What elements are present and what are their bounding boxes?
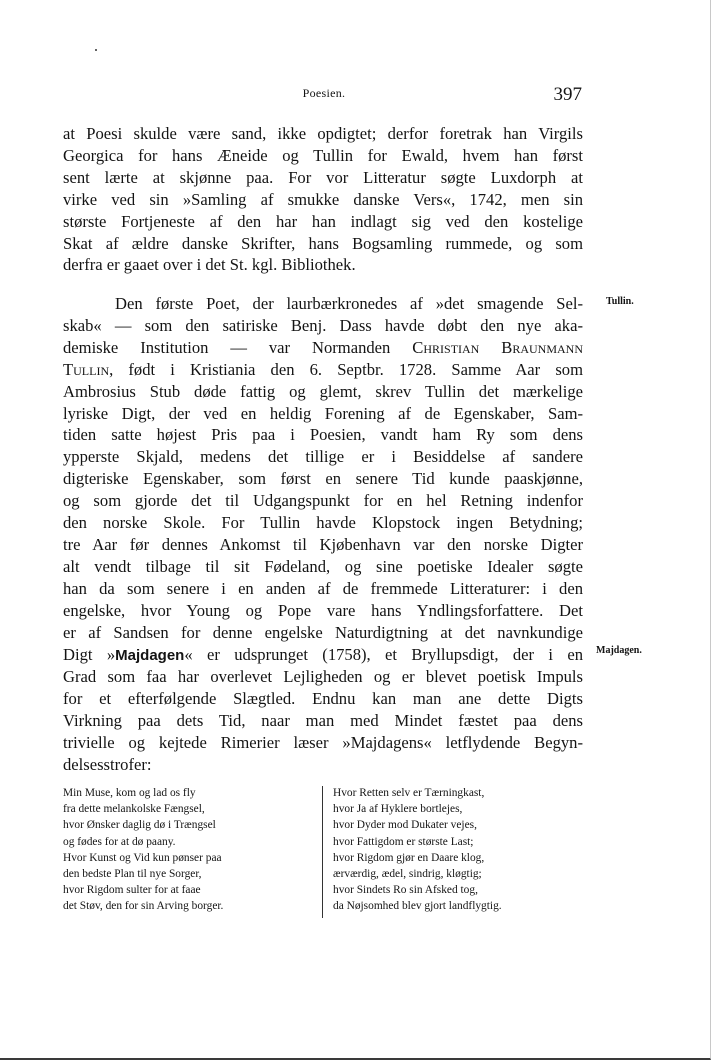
text-line: delsesstrofer:	[63, 755, 152, 775]
text-line: at Poesi skulde være sand, ikke opdigtet; derfor foretrak han Virgils	[63, 124, 583, 143]
margin-note-majdagen: Majdagen.	[596, 645, 642, 656]
author-surname: Tullin	[63, 359, 110, 379]
text-line: lyriske Digt, der ved en heldig Forening af de Egenskaber, Sam-	[63, 403, 583, 423]
verse-line: hvor Fattigdom er største Last;	[333, 835, 474, 848]
text-line: Den første Poet, der laurbærkronedes af »det smagende Sel-	[115, 294, 583, 313]
print-speck	[95, 49, 97, 51]
text-line: største Fortjeneste af den har han indlagt sig ved den kostelige	[63, 211, 583, 231]
verse-line: det Støv, den for sin Arving borger.	[63, 900, 224, 913]
verse-line: da Nøjsomhed blev gjort landflygtig.	[333, 900, 502, 913]
verse-line: hvor Sindets Ro sin Afsked tog,	[333, 884, 478, 897]
paragraph-1	[63, 123, 583, 276]
verse-line: hvor Rigdom sulter for at faae	[63, 884, 201, 897]
text-line: alt vendt tilbage til sit Fødeland, og sine poetiske Idealer søgte	[63, 556, 583, 576]
verse-line: hvor Ønsker daglig dø i Trængsel	[63, 819, 216, 832]
text-line: derfra er gaaet over i det St. kgl. Bibliothek.	[63, 255, 356, 275]
verse-line: hvor Rigdom gjør en Daare klog,	[333, 851, 485, 864]
verse-right-column	[333, 785, 502, 915]
page-number: 397	[553, 84, 582, 105]
text-line: tre Aar før dennes Ankomst til Kjøbenhavn var den norske Digter	[63, 534, 583, 554]
text-line: Skat af ældre danske Skrifter, hans Bogsamling rummede, og som	[63, 233, 583, 253]
text-line: sent lærte at skjønne paa. For vor Litteratur søgte Luxdorph at	[63, 167, 583, 187]
text-line: Digt »Majdagen« er udsprunget (1758), et Bryllupsdigt, der i en	[63, 644, 583, 664]
verse-line: hvor Ja af Hyklere bortlejes,	[333, 803, 463, 816]
text-line: trivielle og kejtede Rimerier læser »Majdagens« letflydende Begyn-	[63, 733, 583, 753]
verse-line: ærværdig, ædel, sindrig, kløgtig;	[333, 868, 482, 881]
running-header: Poesien.	[302, 86, 346, 100]
paragraph-2	[63, 293, 583, 776]
author-name: Christian Braunmann	[412, 337, 584, 357]
verse-divider	[322, 786, 323, 918]
verse-line: Hvor Retten selv er Tærningkast,	[333, 787, 485, 799]
text-line: tiden satte højest Pris paa i Poesien, vandt ham Ry som dens	[63, 425, 583, 445]
text-line: skab« — som den satiriske Benj. Dass havde døbt den nye aka-	[63, 315, 583, 335]
verse-line: den bedste Plan til nye Sorger,	[63, 868, 202, 881]
text-line: Tullin, født i Kristiania den 6. Septbr. 1728. Samme Aar som	[63, 359, 583, 379]
text-line: engelske, hvor Young og Pope vare hans Yndlingsforfattere. Det	[63, 600, 583, 620]
poem-title: Majdagen	[115, 646, 185, 664]
text-line: for et efterfølgende Slægtled. Endnu kan man ane dette Digts	[63, 689, 583, 709]
verse-line: fra dette melankolske Fængsel,	[63, 803, 205, 816]
verse-line: Hvor Kunst og Vid kun pønser paa	[63, 851, 222, 864]
verse-line: hvor Dyder mod Dukater vejes,	[333, 819, 477, 832]
text-line: virke ved sin »Samling af smukke danske Vers«, 1742, men sin	[63, 189, 583, 209]
text-line: er af Sandsen for denne engelske Naturdigtning at det navnkundige	[63, 622, 583, 642]
text-line: han da som senere i en anden af de fremmede Litteraturer: i den	[63, 578, 583, 598]
text-line: den norske Skole. For Tullin havde Klopstock ingen Betydning;	[63, 513, 583, 533]
text-line: Virkning paa dets Tid, naar man med Mindet fæstet paa dens	[63, 711, 583, 731]
margin-note-tullin: Tullin.	[606, 296, 634, 307]
text-line: Georgica for hans Æneide og Tullin for Ewald, hvem han først	[63, 145, 583, 165]
text-line: demiske Institution — var Normanden Christian Braunmann	[63, 337, 584, 357]
text-line: og som gjorde det til Udgangspunkt for en hel Retning indenfor	[63, 491, 583, 511]
text-line: Grad som faa har overlevet Lejligheden og er blevet poetisk Impuls	[63, 667, 583, 687]
verse-left-column	[63, 785, 223, 915]
text-line: ypperste Skjald, medens det tillige er i Besiddelse af sandere	[63, 447, 583, 467]
text-line: digteriske Egenskaber, som først en senere Tid kunde paaskjønne,	[63, 469, 583, 489]
verse-line: og fødes for at dø paany.	[63, 835, 176, 848]
verse-line: Min Muse, kom og lad os fly	[63, 787, 196, 799]
text-line: Ambrosius Stub døde fattig og glemt, skrev Tullin det mærkelige	[63, 381, 583, 401]
